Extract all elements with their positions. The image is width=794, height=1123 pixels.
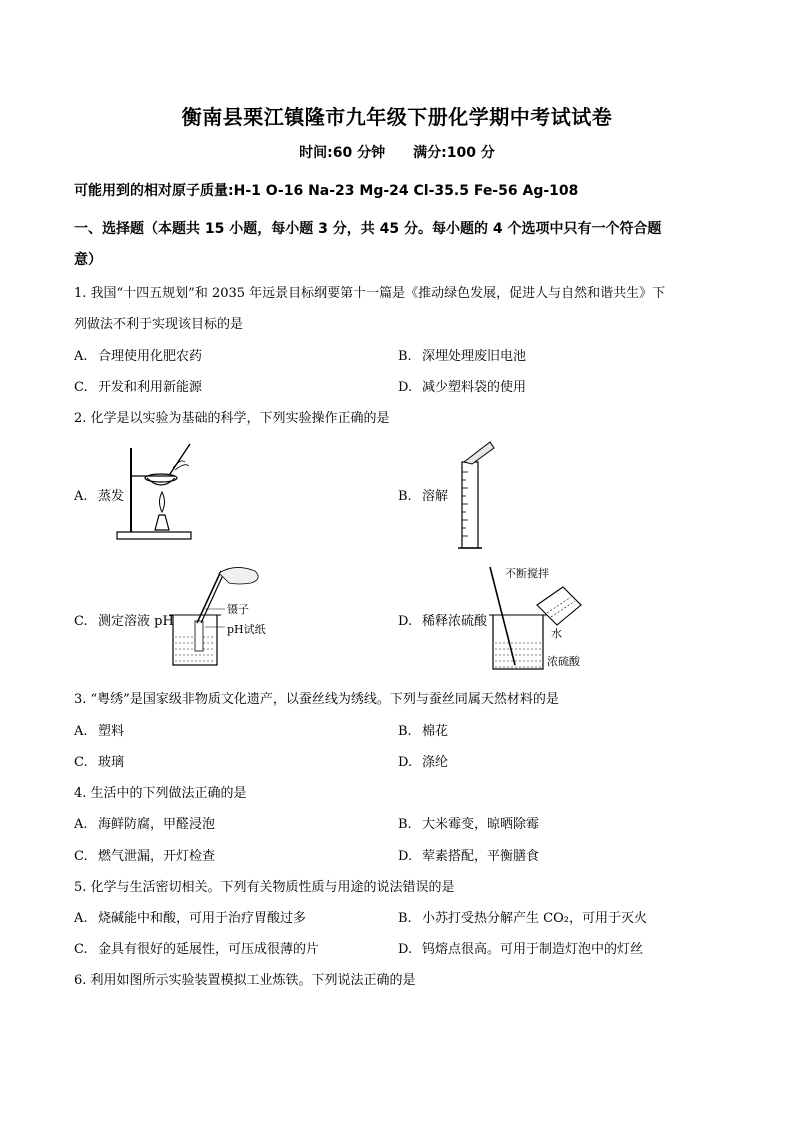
q4-option-c[interactable]: C. 燃气泄漏，开灯检查	[74, 849, 216, 864]
q3-stem: 3. “粤绣”是国家级非物质文化遗产，以蚕丝线为绣线。下列与蚕丝同属天然材料的是	[74, 692, 559, 707]
time-limit: 时间:60 分钟	[299, 145, 386, 161]
section-heading-line2: 意）	[74, 252, 102, 268]
q1-stem-line2: 列做法不利于实现该目标的是	[74, 317, 244, 332]
q6-stem: 6. 利用如图所示实验装置模拟工业炼铁。下列说法正确的是	[74, 973, 416, 988]
q3-option-a[interactable]: A. 塑料	[74, 724, 125, 739]
section-heading-line1: 一、选择题（本题共 15 小题，每小题 3 分，共 45 分。每小题的 4 个选项中只有一个符合题	[74, 221, 662, 237]
q2-option-a[interactable]: A. 蒸发	[74, 489, 125, 504]
dilution-figure	[485, 565, 595, 675]
q3-option-d[interactable]: D. 涤纶	[398, 755, 449, 770]
q2-option-b[interactable]: B. 溶解	[398, 489, 449, 504]
q5-option-c[interactable]: C. 金具有很好的延展性，可压成很薄的片	[74, 942, 320, 957]
acid-label: 浓硫酸	[547, 655, 580, 668]
q4-option-b[interactable]: B. 大米霉变，晾晒除霉	[398, 817, 540, 832]
q1-option-b[interactable]: B. 深埋处理废旧电池	[398, 349, 527, 364]
ph-paper-label: pH试纸	[227, 623, 266, 636]
q4-option-d[interactable]: D. 荤素搭配，平衡膳食	[398, 849, 540, 864]
q2-option-d[interactable]: D. 稀释浓硫酸	[398, 614, 488, 629]
full-score: 满分:100 分	[413, 145, 495, 161]
atomic-mass-note: 可能用到的相对原子质量:H-1 O-16 Na-23 Mg-24 Cl-35.5 Fe-56 Ag-108	[74, 183, 579, 199]
q4-option-a[interactable]: A. 海鲜防腐，甲醛浸泡	[74, 817, 216, 832]
exam-subtitle	[0, 142, 794, 162]
ph-test-figure	[165, 565, 285, 675]
q3-option-c[interactable]: C. 玻璃	[74, 755, 125, 770]
q4-stem: 4. 生活中的下列做法正确的是	[74, 786, 247, 801]
q1-stem-line1: 1. 我国“十四五规划”和 2035 年远景目标纲要第十一篇是《推动绿色发展，促进人与自然和谐共生》下	[74, 286, 666, 301]
q1-option-a[interactable]: A. 合理使用化肥农药	[74, 349, 203, 364]
q3-option-b[interactable]: B. 棉花	[398, 724, 449, 739]
q2-option-c[interactable]: C. 测定溶液 pH	[74, 614, 174, 629]
q2-stem: 2. 化学是以实验为基础的科学，下列实验操作正确的是	[74, 411, 390, 426]
exam-title: 衡南县栗江镇隆市九年级下册化学期中考试试卷	[181, 105, 613, 129]
stir-label: 不断搅拌	[505, 567, 549, 580]
q5-option-d[interactable]: D. 钨熔点很高。可用于制造灯泡中的灯丝	[398, 942, 644, 957]
dissolving-figure	[450, 438, 495, 553]
q1-option-c[interactable]: C. 开发和利用新能源	[74, 380, 203, 395]
q5-stem: 5. 化学与生活密切相关。下列有关物质性质与用途的说法错误的是	[74, 880, 455, 895]
q1-option-d[interactable]: D. 减少塑料袋的使用	[398, 380, 527, 395]
q5-option-a[interactable]: A. 烧碱能中和酸，可用于治疗胃酸过多	[74, 911, 307, 926]
tweezers-label: 镊子	[227, 603, 249, 616]
water-label: 水	[551, 627, 562, 640]
evaporation-figure	[115, 440, 195, 545]
q5-option-b[interactable]: B. 小苏打受热分解产生 CO₂，可用于灭火	[398, 911, 647, 926]
